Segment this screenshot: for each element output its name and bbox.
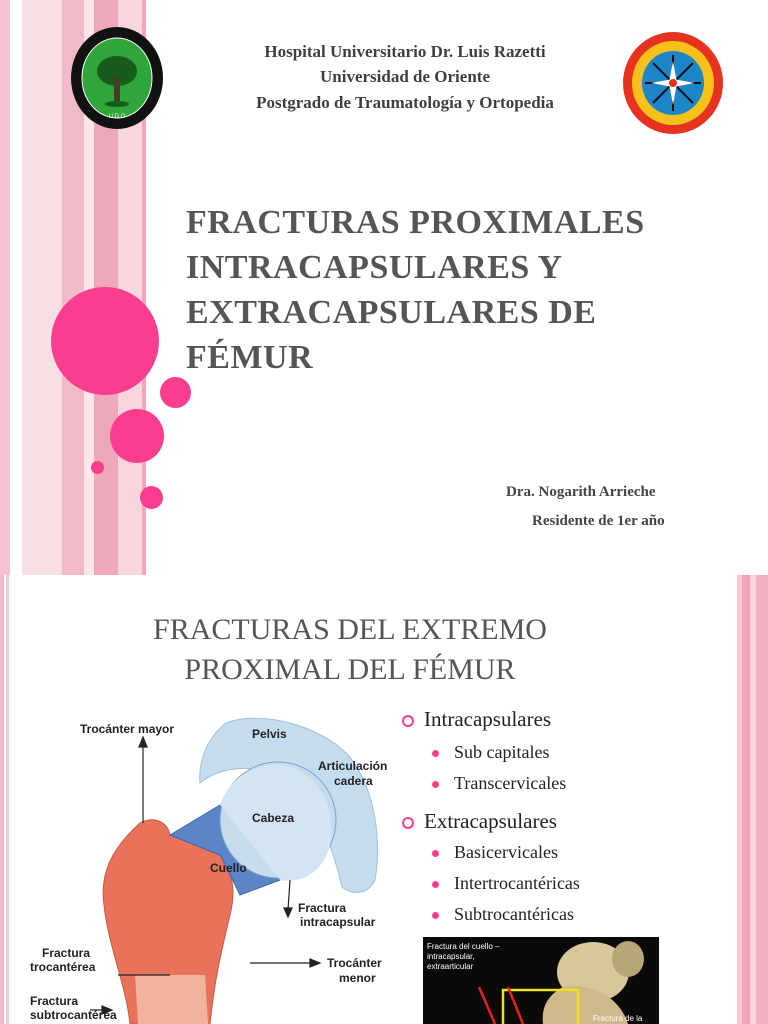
subbullet-label: Basicervicales	[454, 842, 558, 862]
femur-lower-shape	[135, 975, 208, 1024]
title-line: FRACTURAS PROXIMALES	[186, 204, 645, 241]
title-line: FRACTURAS DEL EXTREMO	[153, 613, 547, 646]
bullet-dot-icon	[432, 912, 439, 919]
decor-stripe	[0, 575, 4, 1024]
title-line: PROXIMAL DEL FÉMUR	[184, 653, 516, 686]
xray-caption-3: extraarticular	[427, 962, 474, 971]
bullet-dot-icon	[432, 881, 439, 888]
subbullet-subcapitales	[432, 742, 549, 763]
label-fractura-troc-1: Fractura	[42, 946, 91, 960]
author-role: Residente de 1er año	[532, 513, 665, 529]
femur-anatomy-diagram	[30, 705, 400, 1024]
label-fractura-sub-1: Fractura	[30, 994, 79, 1008]
label-fractura-troc-2: trocantérea	[30, 960, 96, 974]
title-line: FÉMUR	[186, 339, 314, 376]
subbullet-intertrocantericas	[432, 873, 580, 894]
decor-circle	[51, 287, 159, 395]
decor-stripe	[10, 0, 22, 575]
title-line: EXTRACAPSULARES DE	[186, 294, 597, 331]
label-fractura-intra-1: Fractura	[298, 901, 347, 915]
decor-circle	[160, 377, 191, 408]
arrow-head-icon	[139, 737, 147, 747]
institution-university: Universidad de Oriente	[320, 67, 490, 86]
slide-title	[100, 610, 600, 690]
presentation-title	[186, 200, 746, 380]
xray-caption-corner: Fractura de la	[593, 1014, 643, 1023]
label-cabeza: Cabeza	[252, 811, 295, 825]
udo-logo-label: U.D.O	[108, 114, 126, 120]
subbullet-basicervicales	[432, 842, 558, 863]
bullet-ring-icon	[402, 817, 414, 829]
decor-stripe	[742, 575, 750, 1024]
label-cuello: Cuello	[210, 861, 247, 875]
decor-stripe	[756, 575, 768, 1024]
label-fractura-intra-2: intracapsular	[300, 915, 376, 929]
bullet-dot-icon	[432, 850, 439, 857]
bullet-dot-icon	[432, 750, 439, 757]
arrow-head-icon	[284, 908, 292, 917]
label-fractura-sub-2: subtrocantérea	[30, 1008, 117, 1022]
decor-stripe	[6, 575, 9, 1024]
decor-circle	[91, 461, 104, 474]
title-line: INTRACAPSULARES Y	[186, 249, 563, 286]
bullet-label: Extracapsulares	[424, 809, 557, 833]
subbullet-label: Subtrocantéricas	[454, 904, 574, 924]
subbullet-subtrocantericas	[432, 904, 574, 925]
decor-circle	[110, 409, 164, 463]
bullet-extracapsulares	[402, 809, 557, 834]
subbullet-label: Transcervicales	[454, 773, 567, 793]
subbullet-label: Sub capitales	[454, 742, 550, 762]
content-slide	[0, 575, 768, 1024]
label-trocanter-menor-2: menor	[339, 971, 376, 985]
arrow-head-icon	[310, 959, 320, 967]
udo-postgrado-logo	[70, 26, 164, 130]
author-name: Dra. Nogarith Arrieche	[506, 484, 656, 500]
label-articulacion: Articulación	[318, 759, 388, 773]
xray-caption-2: intracapsular,	[427, 952, 475, 961]
institution-postgrado: Postgrado de Traumatología y Ortopedia	[256, 93, 554, 112]
hip-xray-image	[423, 937, 659, 1024]
bullet-intracapsulares	[402, 707, 551, 732]
label-trocanter-menor-1: Trocánter	[327, 956, 382, 970]
decor-circle	[140, 486, 163, 509]
subbullet-label: Intertrocantéricas	[454, 873, 580, 893]
arrow-fractura-intracapsular	[288, 880, 290, 910]
xray-caption-1: Fractura del cuello –	[427, 942, 500, 951]
subbullet-transcervicales	[432, 773, 566, 794]
decor-stripe	[0, 0, 10, 575]
label-pelvis: Pelvis	[252, 727, 287, 741]
label-cadera: cadera	[334, 774, 373, 788]
bullet-dot-icon	[432, 781, 439, 788]
decor-stripe	[22, 0, 62, 575]
bullet-label: Intracapsulares	[424, 707, 552, 731]
bullet-ring-icon	[402, 715, 414, 727]
label-trocanter-mayor: Trocánter mayor	[80, 722, 175, 736]
universidad-de-oriente-seal	[622, 31, 724, 135]
institution-hospital: Hospital Universitario Dr. Luis Razetti	[264, 42, 546, 61]
